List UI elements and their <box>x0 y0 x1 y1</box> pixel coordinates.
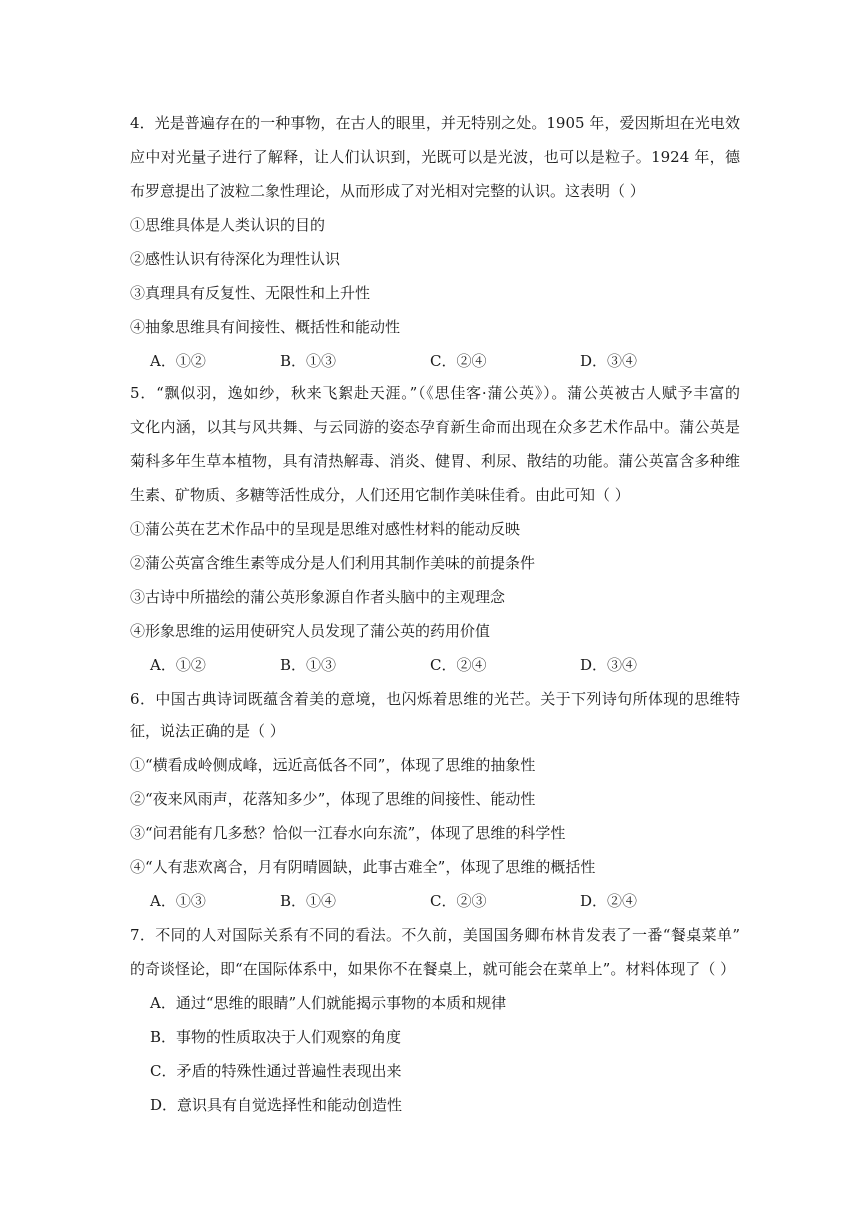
q4-option-a[interactable]: A．①② <box>150 352 206 370</box>
q4-option-d[interactable]: D．③④ <box>580 352 638 370</box>
q5-option-d[interactable]: D．③④ <box>580 656 638 674</box>
q6-statement-1: ①“横看成岭侧成峰，远近高低各不同”，体现了思维的抽象性 <box>130 756 536 774</box>
q6-stem-line-2: 征，说法正确的是（ ） <box>130 722 285 740</box>
q4-statement-3: ③真理具有反复性、无限性和上升性 <box>130 284 371 302</box>
q5-statement-3: ③古诗中所描绘的蒲公英形象源自作者头脑中的主观理念 <box>130 588 506 606</box>
q6-stem-line-1: 6．中国古典诗词既蕴含着美的意境，也闪烁着思维的光芒。关于下列诗句所体现的思维特 <box>130 690 740 708</box>
q7-stem-line-2: 的奇谈怪论，即“在国际体系中，如果你不在餐桌上，就可能会在菜单上”。材料体现了（ ） <box>130 960 736 978</box>
q5-option-b[interactable]: B．①③ <box>280 656 337 674</box>
q7-stem-line-1: 7．不同的人对国际关系有不同的看法。不久前，美国国务卿布林肯发表了一番“餐桌菜单” <box>130 926 740 944</box>
q5-statement-4: ④形象思维的运用使研究人员发现了蒲公英的药用价值 <box>130 622 491 640</box>
q5-stem-line-4: 生素、矿物质、多糖等活性成分，人们还用它制作美味佳肴。由此可知（ ） <box>130 486 630 504</box>
q6-options <box>130 891 740 911</box>
q6-option-d[interactable]: D．②④ <box>580 892 638 910</box>
q4-stem-line-2: 应中对光量子进行了解释，让人们认识到，光既可以是光波，也可以是粒子。1924 年，德 <box>130 148 740 166</box>
q5-statement-2: ②蒲公英富含维生素等成分是人们利用其制作美味的前提条件 <box>130 554 536 572</box>
q6-statement-3: ③“问君能有几多愁？恰似一江春水向东流”，体现了思维的科学性 <box>130 824 566 842</box>
q7-choice-d[interactable]: D．意识具有自觉选择性和能动创造性 <box>150 1096 403 1114</box>
q4-option-b[interactable]: B．①③ <box>280 352 337 370</box>
q4-stem-line-3: 布罗意提出了波粒二象性理论，从而形成了对光相对完整的认识。这表明（ ） <box>130 182 645 200</box>
q6-option-b[interactable]: B．①④ <box>280 892 337 910</box>
q7-choice-a[interactable]: A．通过“思维的眼睛”人们就能揭示事物的本质和规律 <box>150 994 507 1012</box>
q6-option-a[interactable]: A．①③ <box>150 892 206 910</box>
q4-options <box>130 351 740 371</box>
q5-option-c[interactable]: C．②④ <box>430 656 487 674</box>
q5-option-a[interactable]: A．①② <box>150 656 206 674</box>
q6-statement-4: ④“人有悲欢离合，月有阴晴圆缺，此事古难全”，体现了思维的概括性 <box>130 858 596 876</box>
q5-stem-line-2: 文化内涵，以其与风共舞、与云同游的姿态孕育新生命而出现在众多艺术作品中。蒲公英是 <box>130 418 740 436</box>
q6-statement-2: ②“夜来风雨声，花落知多少”，体现了思维的间接性、能动性 <box>130 790 536 808</box>
q4-statement-4: ④抽象思维具有间接性、概括性和能动性 <box>130 318 401 336</box>
q4-stem-line-1: 4．光是普遍存在的一种事物，在古人的眼里，并无特别之处。1905 年，爱因斯坦在光电效 <box>130 114 740 132</box>
q6-option-c[interactable]: C．②③ <box>430 892 487 910</box>
q4-statement-1: ①思维具体是人类认识的目的 <box>130 216 326 234</box>
q5-options <box>130 655 740 675</box>
q4-option-c[interactable]: C．②④ <box>430 352 487 370</box>
q5-stem-line-1: 5．“飘似羽，逸如纱，秋来飞絮赴天涯。”（《思佳客·蒲公英》）。蒲公英被古人赋予丰富的 <box>130 384 740 402</box>
q4-statement-2: ②感性认识有待深化为理性认识 <box>130 250 341 268</box>
q5-statement-1: ①蒲公英在艺术作品中的呈现是思维对感性材料的能动反映 <box>130 520 521 538</box>
q7-choice-b[interactable]: B．事物的性质取决于人们观察的角度 <box>150 1028 402 1046</box>
q5-stem-line-3: 菊科多年生草本植物，具有清热解毒、消炎、健胃、利尿、散结的功能。蒲公英富含多种维 <box>130 452 740 470</box>
q7-choice-c[interactable]: C．矛盾的特殊性通过普遍性表现出来 <box>150 1062 402 1080</box>
